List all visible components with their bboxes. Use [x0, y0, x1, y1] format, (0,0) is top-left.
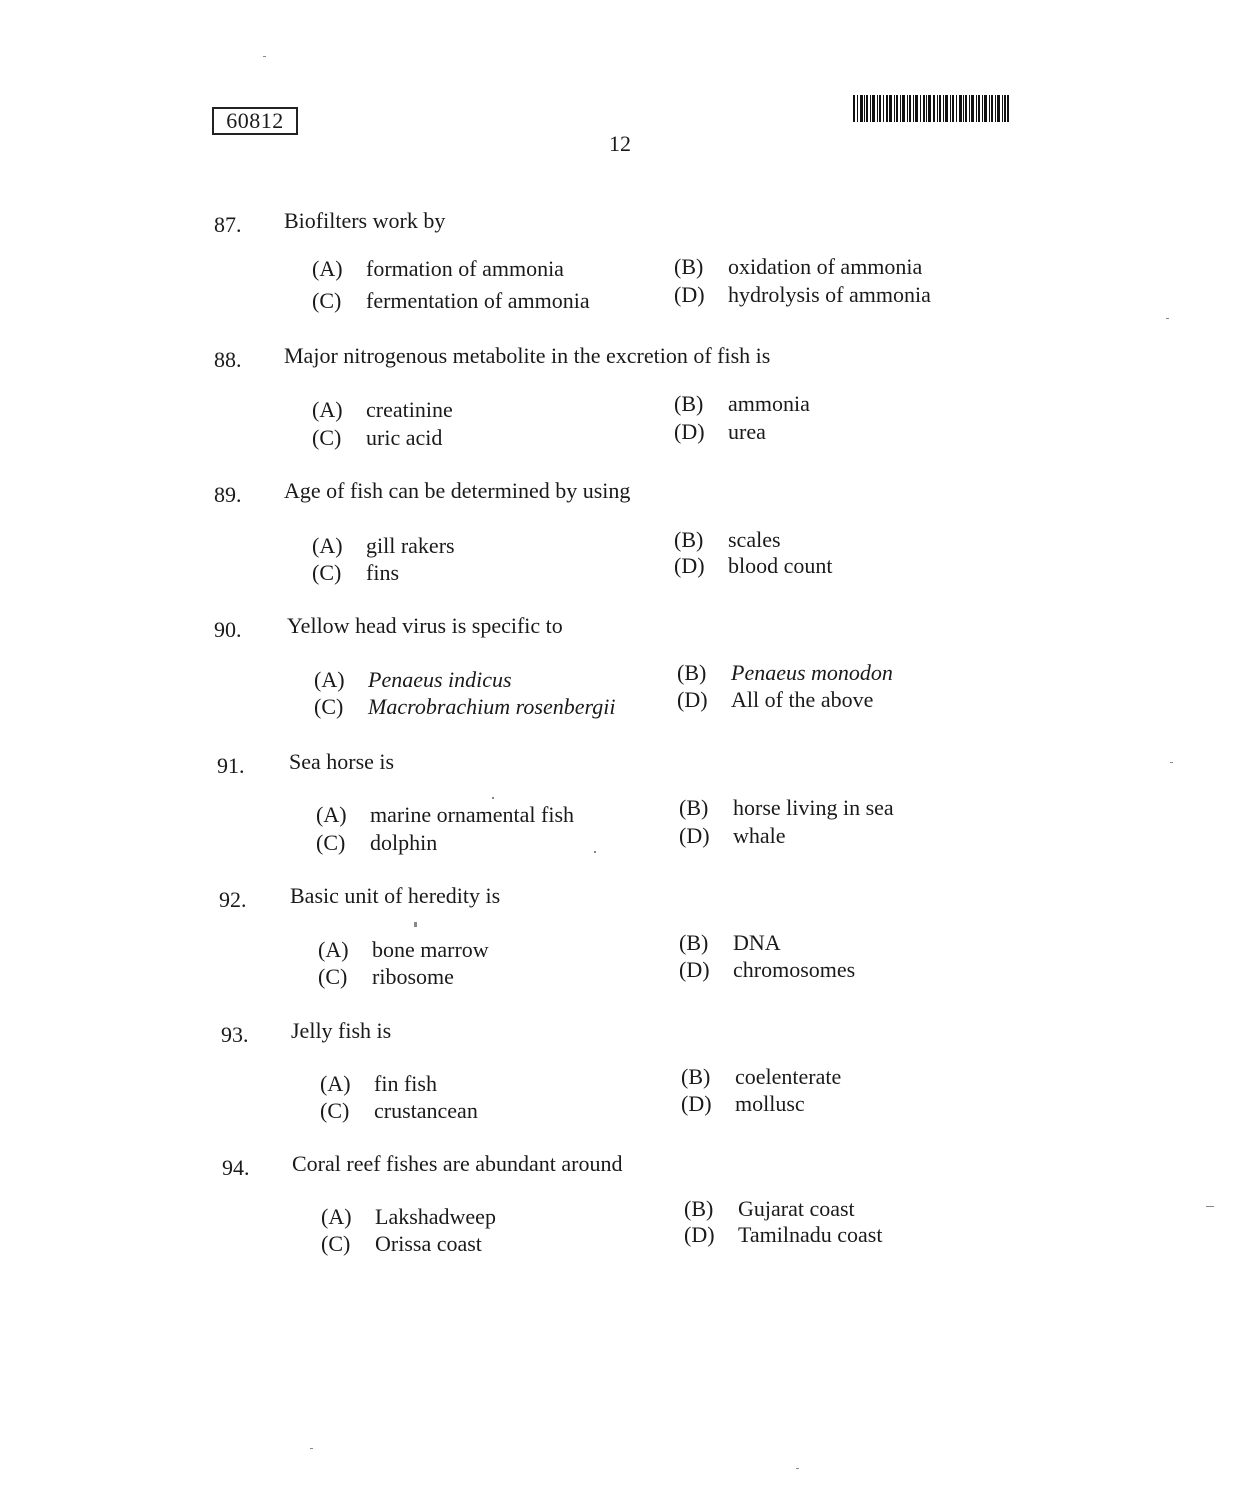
scan-speck [263, 56, 266, 57]
scan-speck [1170, 762, 1173, 763]
option-d: (D) hydrolysis of ammonia [674, 282, 931, 307]
page-number: 12 [609, 131, 631, 156]
option-b: (B) Gujarat coast [684, 1196, 855, 1221]
option-a: (A) bone marrow [318, 937, 489, 962]
option-d: (D) whale [679, 823, 786, 848]
option-c: (C) dolphin [316, 830, 438, 855]
question-92 [0, 883, 1241, 997]
question-number: 93. [221, 1022, 249, 1047]
question-89 [0, 478, 1241, 592]
question-number: 90. [214, 617, 242, 642]
option-a: (A) gill rakers [312, 533, 455, 558]
question-text: Major nitrogenous metabolite in the excretion of fish is [284, 343, 771, 368]
option-a: (A) fin fish [320, 1071, 437, 1096]
question-93 [0, 1018, 1241, 1132]
scan-speck [414, 922, 417, 927]
scan-speck [1206, 1206, 1214, 1207]
option-b: (B) coelenterate [681, 1064, 842, 1089]
question-number: 94. [222, 1155, 250, 1180]
scan-speck [492, 797, 494, 799]
option-b: (B) horse living in sea [679, 795, 894, 820]
option-d: (D) All of the above [677, 687, 874, 712]
option-b: (B) oxidation of ammonia [674, 254, 923, 279]
question-94 [0, 1151, 1241, 1265]
question-number: 87. [214, 212, 242, 237]
option-a: (A) creatinine [312, 397, 453, 422]
scan-speck [594, 851, 596, 853]
option-b: (B) ammonia [674, 391, 810, 416]
option-c: (C) ribosome [318, 964, 454, 989]
question-number: 89. [214, 482, 242, 507]
option-a: (A) Lakshadweep [321, 1204, 496, 1229]
option-b: (B) DNA [679, 930, 781, 955]
question-text: Yellow head virus is specific to [287, 613, 563, 638]
question-text: Sea horse is [289, 749, 395, 774]
question-text: Coral reef fishes are abundant around [292, 1151, 623, 1176]
question-text: Basic unit of heredity is [290, 883, 501, 908]
question-text: Jelly fish is [291, 1018, 392, 1043]
barcode-icon [853, 95, 1009, 122]
question-87 [0, 208, 1241, 322]
scan-speck [796, 1468, 799, 1469]
option-c: (C) crustancean [320, 1098, 478, 1123]
question-text: Biofilters work by [284, 208, 446, 233]
option-d: (D) chromosomes [679, 957, 856, 982]
question-90 [0, 613, 1241, 727]
question-number: 92. [219, 887, 247, 912]
option-d: (D) Tamilnadu coast [684, 1222, 883, 1247]
question-text: Age of fish can be determined by using [284, 478, 631, 503]
option-c: (C) fermentation of ammonia [312, 288, 590, 313]
option-c: (C) Macrobrachium rosenbergii [314, 694, 616, 719]
question-number: 91. [217, 753, 245, 778]
option-c: (C) Orissa coast [321, 1231, 482, 1256]
option-d: (D) urea [674, 419, 766, 444]
option-c: (C) uric acid [312, 425, 443, 450]
question-91 [0, 749, 1241, 863]
paper-code-box: 60812 [212, 107, 298, 135]
option-c: (C) fins [312, 560, 399, 585]
option-a: (A) marine ornamental fish [316, 802, 575, 827]
option-d: (D) mollusc [681, 1091, 805, 1116]
option-a: (A) formation of ammonia [312, 256, 564, 281]
question-88 [0, 343, 1241, 457]
option-b: (B) scales [674, 527, 781, 552]
option-d: (D) blood count [674, 553, 833, 578]
question-number: 88. [214, 347, 242, 372]
scan-speck [1166, 318, 1169, 319]
scan-speck [310, 1448, 313, 1449]
option-b: (B) Penaeus monodon [677, 660, 893, 685]
option-a: (A) Penaeus indicus [314, 667, 512, 692]
